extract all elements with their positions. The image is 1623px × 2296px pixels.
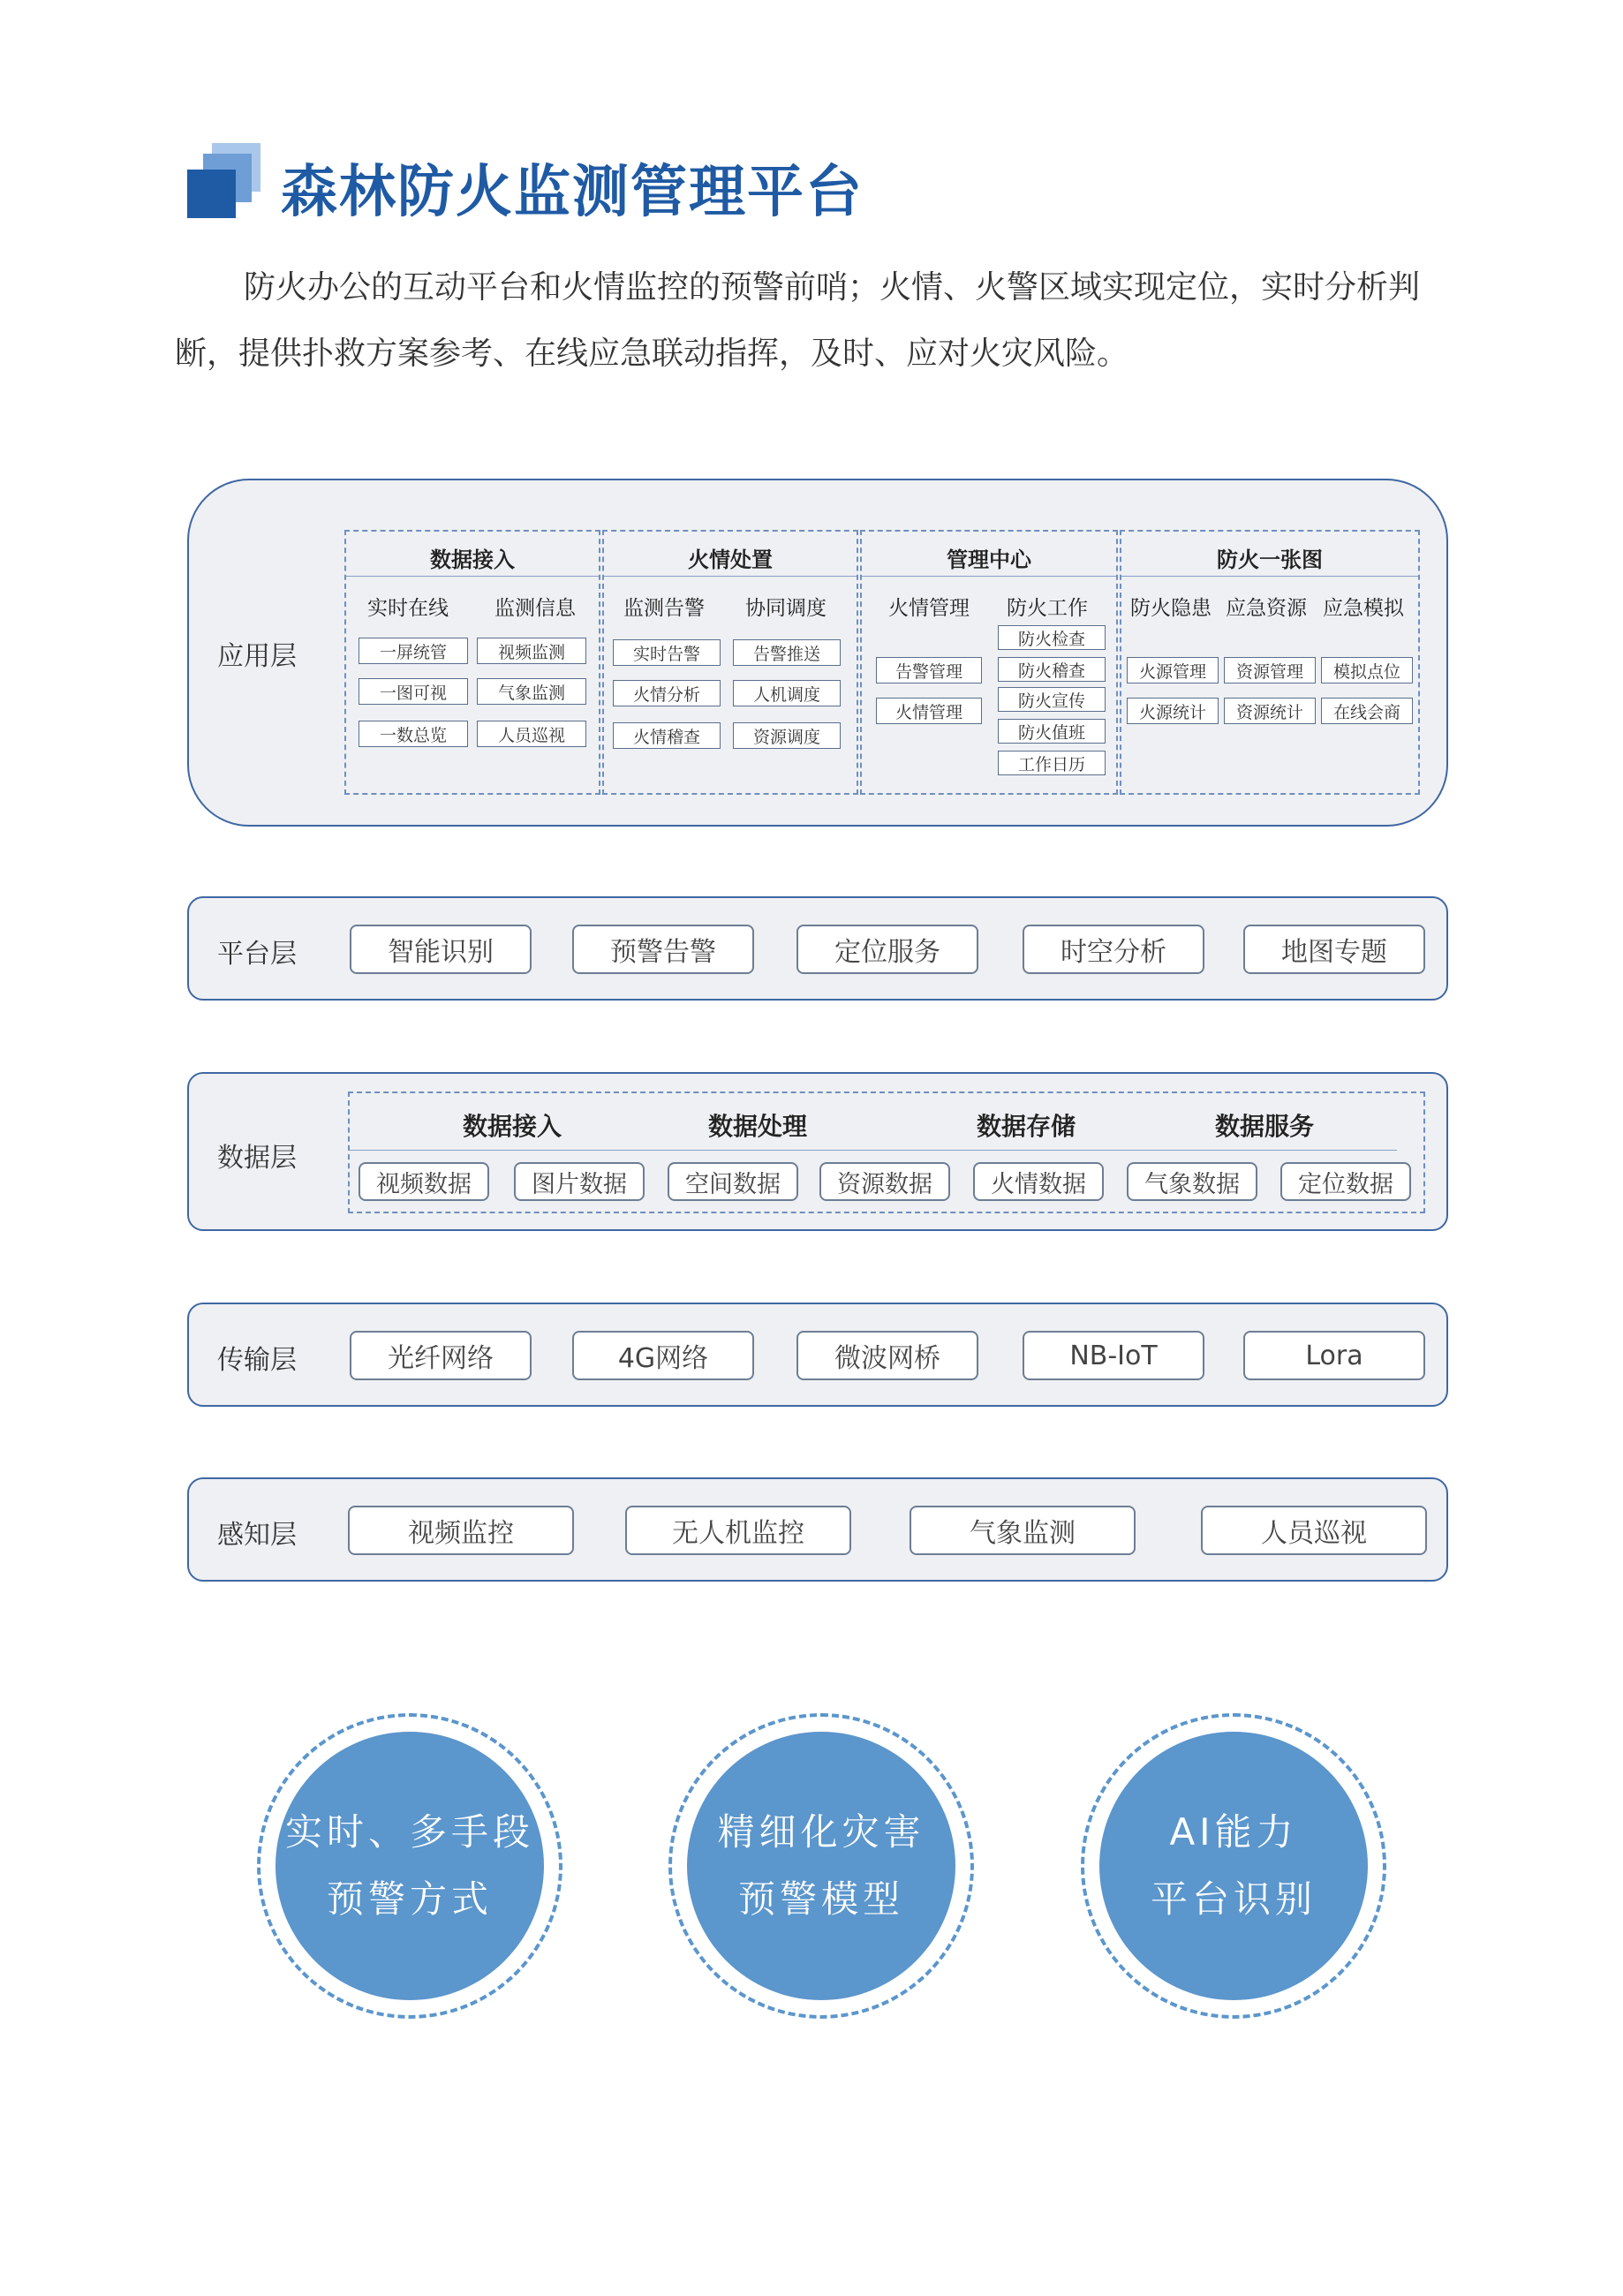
module-box[interactable]: 防火宣传 xyxy=(998,687,1106,712)
app-column-management xyxy=(860,530,1118,795)
module-box[interactable]: 实时告警 xyxy=(613,639,721,666)
column-title: 火情处置 xyxy=(688,548,773,572)
feature-line: AI能力 xyxy=(1169,1810,1298,1854)
data-item[interactable]: 图片数据 xyxy=(514,1162,645,1201)
transport-item[interactable]: 光纤网络 xyxy=(350,1331,532,1380)
column-title: 防火一张图 xyxy=(1217,548,1323,572)
platform-item[interactable]: 时空分析 xyxy=(1023,925,1204,974)
app-column-fire-map xyxy=(1120,530,1420,795)
module-box[interactable]: 气象监测 xyxy=(477,678,586,705)
sensing-item[interactable]: 无人机监控 xyxy=(625,1506,851,1555)
feature-line: 实时、多手段 xyxy=(284,1810,534,1854)
feature-circle xyxy=(1081,1713,1386,2019)
data-item[interactable]: 火情数据 xyxy=(973,1162,1104,1201)
module-box[interactable]: 一数总览 xyxy=(359,721,468,747)
module-box[interactable]: 资源统计 xyxy=(1224,698,1316,724)
feature-circle xyxy=(668,1713,974,2019)
column-title: 数据接入 xyxy=(430,548,515,572)
sub-heading: 防火工作 xyxy=(1007,597,1088,620)
data-heading: 数据服务 xyxy=(1215,1112,1315,1141)
sub-heading: 协同调度 xyxy=(745,597,827,620)
module-box[interactable]: 工作日历 xyxy=(998,751,1106,775)
intro-paragraph: 防火办公的互动平台和火情监控的预警前哨；火情、火警区域实现定位，实时分析判断，提供扑救方案参考、在线应急联动指挥，及时、应对火灾风险。 xyxy=(175,269,1421,372)
sub-heading: 应急模拟 xyxy=(1323,597,1404,620)
page-title: 森林防火监测管理平台 xyxy=(281,160,864,225)
layer-label: 应用层 xyxy=(217,641,297,672)
sub-heading: 监测告警 xyxy=(623,597,705,620)
data-item[interactable]: 视频数据 xyxy=(359,1162,489,1201)
sensing-item[interactable]: 人员巡视 xyxy=(1201,1506,1427,1555)
sub-heading: 应急资源 xyxy=(1226,597,1307,620)
module-box[interactable]: 火情稽查 xyxy=(613,722,721,749)
feature-line: 平台识别 xyxy=(1150,1877,1317,1921)
data-layer xyxy=(187,1072,1448,1231)
platform-item[interactable]: 智能识别 xyxy=(350,925,532,974)
layer-label: 数据层 xyxy=(217,1143,297,1174)
sensing-item[interactable]: 气象监测 xyxy=(910,1506,1136,1555)
module-box[interactable]: 火情管理 xyxy=(876,698,982,724)
module-box[interactable]: 视频监测 xyxy=(477,638,586,664)
module-box[interactable]: 一图可视 xyxy=(359,678,468,705)
module-box[interactable]: 火源统计 xyxy=(1127,698,1219,724)
data-heading: 数据接入 xyxy=(463,1112,562,1141)
module-box[interactable]: 资源管理 xyxy=(1224,657,1316,684)
data-heading: 数据存储 xyxy=(977,1112,1076,1141)
app-column-fire-handling xyxy=(602,530,858,795)
app-column-data-access xyxy=(344,530,600,795)
data-item[interactable]: 资源数据 xyxy=(819,1162,950,1201)
data-item[interactable]: 气象数据 xyxy=(1127,1162,1257,1201)
data-heading: 数据处理 xyxy=(708,1112,808,1141)
module-box[interactable]: 资源调度 xyxy=(733,722,841,749)
module-box[interactable]: 火情分析 xyxy=(613,680,721,706)
sub-heading: 监测信息 xyxy=(494,597,576,620)
column-title: 管理中心 xyxy=(947,548,1031,572)
app-layer xyxy=(187,479,1448,827)
platform-layer xyxy=(187,896,1448,1001)
platform-item[interactable]: 定位服务 xyxy=(796,925,978,974)
sub-heading: 防火隐患 xyxy=(1130,597,1212,620)
platform-item[interactable]: 地图专题 xyxy=(1243,925,1425,974)
feature-circle xyxy=(257,1713,562,2019)
module-box[interactable]: 告警管理 xyxy=(876,657,982,684)
layer-label: 平台层 xyxy=(217,939,297,970)
module-box[interactable]: 一屏统管 xyxy=(359,638,468,664)
sub-heading: 实时在线 xyxy=(367,597,449,620)
module-box[interactable]: 人员巡视 xyxy=(477,721,586,747)
transport-item[interactable]: 4G网络 xyxy=(572,1331,754,1380)
transport-item[interactable]: NB-IoT xyxy=(1023,1331,1204,1380)
module-box[interactable]: 火源管理 xyxy=(1127,657,1219,684)
feature-line: 预警模型 xyxy=(737,1877,904,1921)
module-box[interactable]: 防火稽查 xyxy=(998,657,1106,682)
sub-heading: 火情管理 xyxy=(888,597,970,620)
module-box[interactable]: 防火检查 xyxy=(998,625,1106,650)
data-frame xyxy=(348,1091,1425,1213)
transport-item[interactable]: 微波网桥 xyxy=(796,1331,978,1380)
feature-line: 预警方式 xyxy=(326,1877,493,1921)
transport-item[interactable]: Lora xyxy=(1243,1331,1425,1380)
platform-item[interactable]: 预警告警 xyxy=(572,925,754,974)
module-box[interactable]: 在线会商 xyxy=(1321,698,1413,724)
sensing-item[interactable]: 视频监控 xyxy=(348,1506,574,1555)
data-item[interactable]: 空间数据 xyxy=(668,1162,798,1201)
logo-icon xyxy=(187,141,267,221)
module-box[interactable]: 人机调度 xyxy=(733,680,841,706)
module-box[interactable]: 防火值班 xyxy=(998,719,1106,744)
layer-label: 传输层 xyxy=(217,1345,297,1376)
sensing-layer xyxy=(187,1477,1448,1582)
module-box[interactable]: 模拟点位 xyxy=(1321,657,1413,684)
module-box[interactable]: 告警推送 xyxy=(733,639,841,666)
data-item[interactable]: 定位数据 xyxy=(1280,1162,1411,1201)
layer-label: 感知层 xyxy=(217,1520,297,1551)
transport-layer xyxy=(187,1303,1448,1407)
feature-line: 精细化灾害 xyxy=(717,1810,925,1854)
